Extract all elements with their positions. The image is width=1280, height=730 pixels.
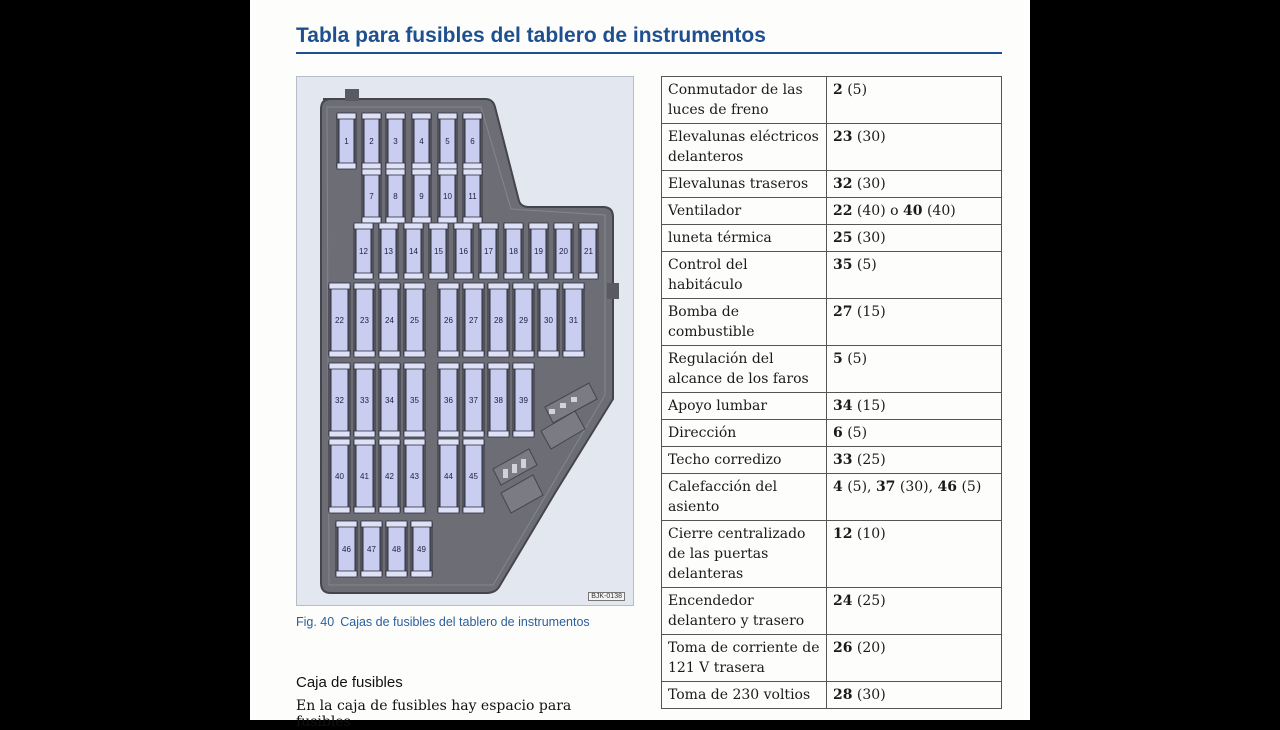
relay-pin xyxy=(571,397,577,402)
fuse-number: 35 xyxy=(833,257,853,273)
fuse-amperage: (30) xyxy=(852,230,886,246)
fuse-number-label: 11 xyxy=(468,192,477,201)
fuse-45 xyxy=(462,439,485,513)
table-row xyxy=(662,420,1002,447)
fuse-assignment xyxy=(827,299,1002,346)
fuse-28 xyxy=(487,283,510,357)
fuse-43 xyxy=(403,439,426,513)
fuse-13 xyxy=(378,223,399,279)
fuse-39 xyxy=(512,363,535,437)
fuse-number-label: 19 xyxy=(534,247,543,256)
fuse-19 xyxy=(528,223,549,279)
fuse-amperage: (30) xyxy=(852,687,886,703)
fuse-number-label: 20 xyxy=(559,247,568,256)
fuse-assignment xyxy=(827,124,1002,171)
fuse-function: Cierre centralizado de las puertas delanteras xyxy=(662,521,827,588)
fuse-box-diagram xyxy=(297,77,633,605)
fuse-separator: o xyxy=(885,203,904,219)
fuse-49 xyxy=(410,521,433,577)
fuse-32 xyxy=(328,363,351,437)
fuse-function: Apoyo lumbar xyxy=(662,393,827,420)
fuse-number: 5 xyxy=(833,351,843,367)
fuse-number-label: 37 xyxy=(469,396,478,405)
fuse-11 xyxy=(462,169,483,223)
fuse-amperage: (25) xyxy=(852,452,886,468)
fuse-number-label: 4 xyxy=(419,137,424,146)
fuse-number-label: 44 xyxy=(444,472,453,481)
fuse-40 xyxy=(328,439,351,513)
fuse-box-figure xyxy=(296,76,634,606)
fuse-46 xyxy=(335,521,358,577)
fuse-amperage: (40) xyxy=(852,203,886,219)
fuse-24 xyxy=(378,283,401,357)
fuse-amperage: (25) xyxy=(852,593,886,609)
fuse-number-label: 48 xyxy=(392,545,401,554)
section-text: En la caja de fusibles hay espacio para fusibles xyxy=(296,698,572,730)
page-title: Tabla para fusibles del tablero de instrumentos xyxy=(296,24,766,47)
fuse-number-label: 45 xyxy=(469,472,478,481)
fuse-number-label: 3 xyxy=(393,137,398,146)
fuse-number-label: 43 xyxy=(410,472,419,481)
section-heading: Caja de fusibles xyxy=(296,674,403,691)
fuse-number-label: 6 xyxy=(470,137,475,146)
fuse-3 xyxy=(385,113,406,169)
fuse-assignment xyxy=(827,198,1002,225)
caption-number: Fig. 40 xyxy=(296,615,335,629)
fuse-number-label: 26 xyxy=(444,316,453,325)
fuse-8 xyxy=(385,169,406,223)
relay-pin xyxy=(503,469,508,478)
fuse-assignment xyxy=(827,635,1002,682)
fuse-number-label: 29 xyxy=(519,316,528,325)
fuse-amperage: (30) xyxy=(852,129,886,145)
fuse-10 xyxy=(437,169,458,223)
fuse-assignment xyxy=(827,225,1002,252)
fuse-47 xyxy=(360,521,383,577)
fuse-number-label: 27 xyxy=(469,316,478,325)
fuse-number-label: 13 xyxy=(384,247,393,256)
fuse-function: Ventilador xyxy=(662,198,827,225)
fuse-amperage: (40) xyxy=(922,203,956,219)
fuse-22 xyxy=(328,283,351,357)
fuse-33 xyxy=(353,363,376,437)
table-row xyxy=(662,77,1002,124)
fuse-separator: , xyxy=(867,479,876,495)
fuse-assignment xyxy=(827,252,1002,299)
fuse-35 xyxy=(403,363,426,437)
fuse-number-label: 18 xyxy=(509,247,518,256)
table-row xyxy=(662,198,1002,225)
table-row xyxy=(662,252,1002,299)
title-divider xyxy=(296,52,1002,54)
fuse-number-label: 35 xyxy=(410,396,419,405)
table-row xyxy=(662,171,1002,198)
fuse-number-label: 17 xyxy=(484,247,493,256)
table-row xyxy=(662,346,1002,393)
fuse-amperage: (30) xyxy=(895,479,929,495)
caption-text: Cajas de fusibles del tablero de instrumentos xyxy=(340,615,590,629)
fuse-30 xyxy=(537,283,560,357)
fuse-number-label: 9 xyxy=(419,192,424,201)
fuse-20 xyxy=(553,223,574,279)
fuse-number: 22 xyxy=(833,203,853,219)
fuse-number: 40 xyxy=(903,203,923,219)
fuse-34 xyxy=(378,363,401,437)
fuse-12 xyxy=(353,223,374,279)
fuse-amperage: (15) xyxy=(852,398,886,414)
fuse-29 xyxy=(512,283,535,357)
fuse-number: 28 xyxy=(833,687,853,703)
fuse-5 xyxy=(437,113,458,169)
fuse-amperage: (5) xyxy=(842,479,868,495)
fuse-7 xyxy=(361,169,382,223)
fuse-function: Elevalunas traseros xyxy=(662,171,827,198)
fuse-number-label: 38 xyxy=(494,396,503,405)
fuse-number-label: 28 xyxy=(494,316,503,325)
fuse-amperage: (5) xyxy=(852,257,877,273)
fuse-number-label: 40 xyxy=(335,472,344,481)
fuse-48 xyxy=(385,521,408,577)
fuse-number: 12 xyxy=(833,526,853,542)
relay-pin xyxy=(512,464,517,473)
fuse-36 xyxy=(437,363,460,437)
fuse-function: Calefacción del asiento xyxy=(662,474,827,521)
fuse-number: 6 xyxy=(833,425,843,441)
fuse-number-label: 25 xyxy=(410,316,419,325)
fuse-assignment xyxy=(827,474,1002,521)
fuse-separator: , xyxy=(928,479,938,495)
fuse-number-label: 5 xyxy=(445,137,450,146)
fuse-amperage: (10) xyxy=(852,526,886,542)
fuse-assignment xyxy=(827,588,1002,635)
fuse-6 xyxy=(462,113,483,169)
fuse-number-label: 1 xyxy=(344,137,349,146)
fuse-number-label: 15 xyxy=(434,247,443,256)
fuse-number-label: 36 xyxy=(444,396,453,405)
fuse-amperage: (15) xyxy=(852,304,886,320)
fuse-number-label: 49 xyxy=(417,545,426,554)
fuse-number-label: 7 xyxy=(369,192,374,201)
fuse-44 xyxy=(437,439,460,513)
fuse-1 xyxy=(336,113,357,169)
fuse-27 xyxy=(462,283,485,357)
fuse-2 xyxy=(361,113,382,169)
figure-caption xyxy=(296,612,616,632)
table-row xyxy=(662,521,1002,588)
fuse-assignment xyxy=(827,420,1002,447)
fuse-number-label: 31 xyxy=(569,316,578,325)
fuse-function: Encendedor delantero y trasero xyxy=(662,588,827,635)
fuse-assignment xyxy=(827,346,1002,393)
table-row xyxy=(662,474,1002,521)
fuse-assignment xyxy=(827,393,1002,420)
relay-pin xyxy=(560,403,566,408)
fuse-number: 34 xyxy=(833,398,853,414)
fuse-number: 25 xyxy=(833,230,853,246)
fuse-function: Toma de corriente de 121 V trasera xyxy=(662,635,827,682)
fuse-21 xyxy=(578,223,599,279)
table-row xyxy=(662,635,1002,682)
fuse-number-label: 22 xyxy=(335,316,344,325)
fuse-table xyxy=(661,76,1002,709)
fuse-function: Dirección xyxy=(662,420,827,447)
figure-code: BJK-0138 xyxy=(588,592,625,601)
table-row xyxy=(662,588,1002,635)
fuse-assignment xyxy=(827,77,1002,124)
fuse-number-label: 32 xyxy=(335,396,344,405)
fuse-number: 2 xyxy=(833,82,843,98)
table-row xyxy=(662,124,1002,171)
table-row xyxy=(662,682,1002,709)
fuse-number-label: 47 xyxy=(367,545,376,554)
mounting-tab-side xyxy=(607,283,619,299)
fuse-amperage: (30) xyxy=(852,176,886,192)
fuse-assignment xyxy=(827,682,1002,709)
fuse-assignment xyxy=(827,171,1002,198)
fuse-number-label: 16 xyxy=(459,247,468,256)
fuse-23 xyxy=(353,283,376,357)
fuse-15 xyxy=(428,223,449,279)
fuse-number-label: 42 xyxy=(385,472,394,481)
fuse-number-label: 33 xyxy=(360,396,369,405)
table-row xyxy=(662,447,1002,474)
table-row xyxy=(662,299,1002,346)
fuse-amperage: (5) xyxy=(842,425,868,441)
fuse-number-label: 46 xyxy=(342,545,351,554)
fuse-18 xyxy=(503,223,524,279)
fuse-number-label: 12 xyxy=(359,247,368,256)
fuse-number-label: 30 xyxy=(544,316,553,325)
fuse-4 xyxy=(411,113,432,169)
fuse-17 xyxy=(478,223,499,279)
fuse-25 xyxy=(403,283,426,357)
fuse-37 xyxy=(462,363,485,437)
fuse-amperage: (5) xyxy=(842,351,868,367)
fuse-function: Techo corredizo xyxy=(662,447,827,474)
mounting-tab-top xyxy=(345,89,359,101)
fuse-number-label: 2 xyxy=(369,137,374,146)
fuse-function: Control del habitáculo xyxy=(662,252,827,299)
fuse-number-label: 41 xyxy=(360,472,369,481)
fuse-function: Bomba de combustible xyxy=(662,299,827,346)
manual-page xyxy=(250,0,1030,730)
fuse-function: Conmutador de las luces de freno xyxy=(662,77,827,124)
fuse-number-label: 39 xyxy=(519,396,528,405)
fuse-assignment xyxy=(827,447,1002,474)
relay-pin xyxy=(549,409,555,414)
relay-pin xyxy=(521,459,526,468)
fuse-function: luneta térmica xyxy=(662,225,827,252)
fuse-number-label: 21 xyxy=(584,247,593,256)
table-row xyxy=(662,393,1002,420)
fuse-assignment xyxy=(827,521,1002,588)
fuse-31 xyxy=(562,283,585,357)
fuse-amperage: (5) xyxy=(842,82,868,98)
fuse-number: 46 xyxy=(937,479,958,495)
fuse-number-label: 23 xyxy=(360,316,369,325)
fuse-16 xyxy=(453,223,474,279)
fuse-number: 32 xyxy=(833,176,853,192)
fuse-number-label: 10 xyxy=(443,192,452,201)
fuse-number-label: 8 xyxy=(393,192,398,201)
fuse-number: 24 xyxy=(833,593,853,609)
fuse-layer xyxy=(328,113,599,577)
fuse-number-label: 34 xyxy=(385,396,394,405)
fuse-number: 26 xyxy=(833,640,853,656)
fuse-number: 37 xyxy=(875,479,896,495)
fuse-41 xyxy=(353,439,376,513)
fuse-number-label: 24 xyxy=(385,316,394,325)
fuse-number-label: 14 xyxy=(409,247,418,256)
fuse-number: 4 xyxy=(833,479,843,495)
fuse-number: 33 xyxy=(833,452,853,468)
fuse-42 xyxy=(378,439,401,513)
fuse-38 xyxy=(487,363,510,437)
fuse-function: Toma de 230 voltios xyxy=(662,682,827,709)
table-row xyxy=(662,225,1002,252)
fuse-number: 23 xyxy=(833,129,853,145)
fuse-amperage: (20) xyxy=(852,640,886,656)
fuse-amperage: (5) xyxy=(957,479,982,495)
fuse-26 xyxy=(437,283,460,357)
fuse-table-body xyxy=(662,77,1002,709)
fuse-number: 27 xyxy=(833,304,853,320)
fuse-function: Regulación del alcance de los faros xyxy=(662,346,827,393)
fuse-9 xyxy=(411,169,432,223)
fuse-14 xyxy=(403,223,424,279)
fuse-function: Elevalunas eléctricos delanteros xyxy=(662,124,827,171)
